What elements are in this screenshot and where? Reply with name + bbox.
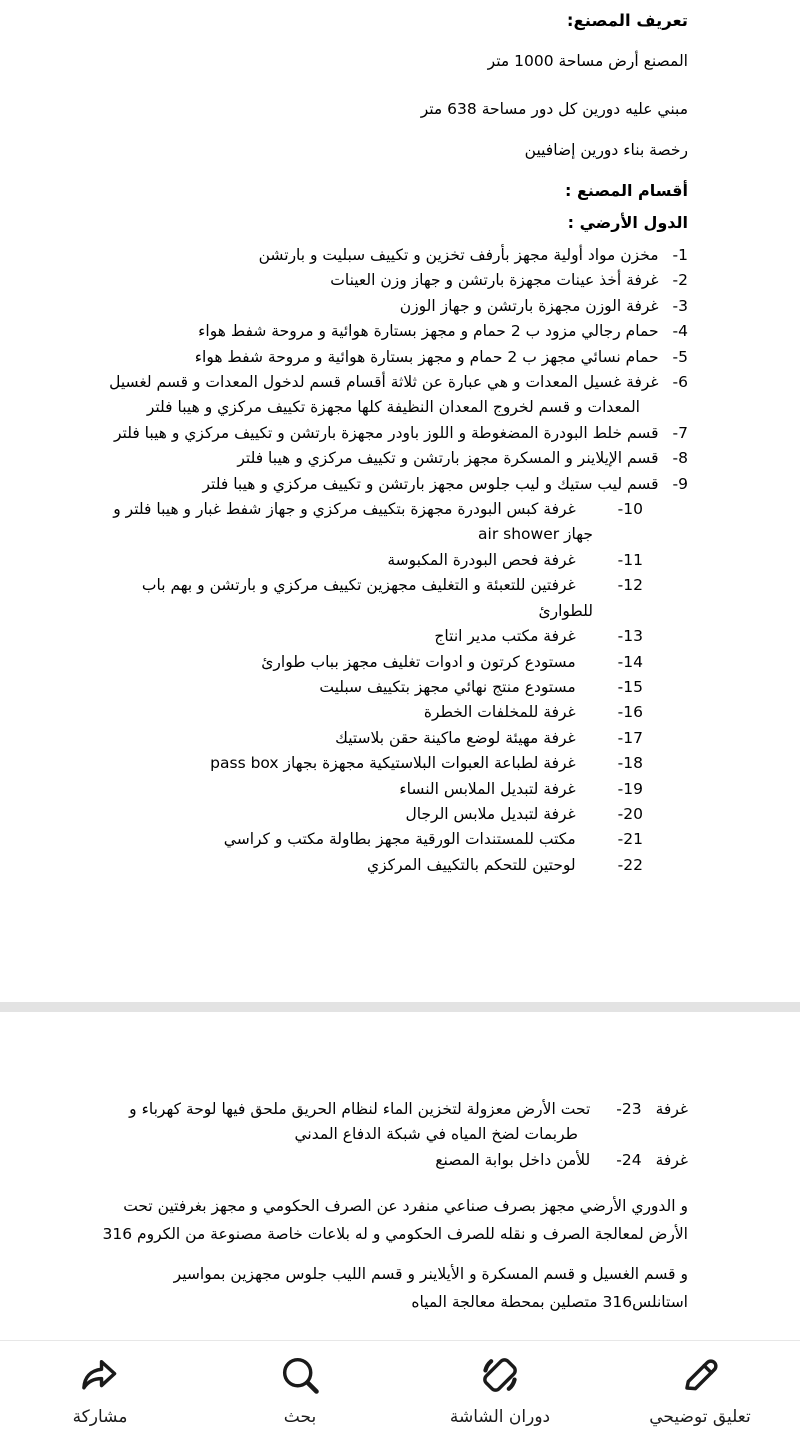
list-item xyxy=(104,802,688,827)
search-icon xyxy=(277,1352,323,1398)
list-item xyxy=(104,497,688,548)
item-text: حمام نسائي مجهز ب 2 حمام و مجهز بستارة هوائية و مروحة شفط هواء xyxy=(194,347,659,366)
item-number: 9- xyxy=(672,474,688,493)
item-text: غرفة مهيئة لوضع ماكينة حقن بلاستيك xyxy=(335,728,576,747)
item-number: 23- xyxy=(616,1100,642,1118)
item-text: غرفة للمخلفات الخطرة xyxy=(423,703,576,722)
item-text: حمام رجالي مزود ب 2 حمام و مجهز بستارة هوائية و مروحة شفط هواء xyxy=(198,322,659,341)
item-text: قسم الإيلاينر و المسكرة مجهز بارتشن و تكييف مركزي و هيبا فلتر xyxy=(237,449,659,468)
item-text: مكتب للمستندات الورقية مجهز بطاولة مكتب و كراسي xyxy=(223,830,576,849)
item-text: غرفة فحص البودرة المكبوسة xyxy=(387,550,576,569)
stainless-paragraph: و قسم الغسيل و قسم المسكرة و الأيلاينر و قسم الليب جلوس مجهزين بمواسير استانلس316 متصلين بمحطة معالجة المياه xyxy=(173,1265,688,1311)
item-number: 8- xyxy=(672,449,688,468)
item-number: 2- xyxy=(672,271,688,290)
item-text: للأمن داخل بوابة المصنع xyxy=(435,1150,591,1169)
item-number: 20- xyxy=(617,804,643,823)
item-text: غرفة لتبديل ملابس الرجال xyxy=(405,804,576,823)
item-text: غرفة الوزن مجهزة بارتشن و جهاز الوزن xyxy=(399,296,659,315)
list-item xyxy=(104,777,688,802)
item-number: 18- xyxy=(617,754,643,773)
share-label: مشاركة xyxy=(72,1407,128,1427)
list-item xyxy=(100,1097,688,1148)
page-separator xyxy=(0,1002,800,1012)
list-item xyxy=(104,370,688,421)
rotate-screen-button[interactable] xyxy=(400,1352,600,1454)
item-number: 3- xyxy=(672,296,688,315)
item-number: 4- xyxy=(672,322,688,341)
item-number: 5- xyxy=(672,347,688,366)
annotate-label: تعليق توضيحي xyxy=(649,1407,751,1427)
item-number: 21- xyxy=(617,830,643,849)
list-item xyxy=(104,472,688,497)
item-number: 7- xyxy=(672,423,688,442)
list-item xyxy=(104,446,688,471)
search-button[interactable] xyxy=(200,1352,400,1454)
list-item xyxy=(104,624,688,649)
sections-heading: أقسام المصنع : xyxy=(565,181,688,200)
ground-floor-list-continued xyxy=(100,1097,688,1173)
ground-floor-heading: الدول الأرضي : xyxy=(567,213,688,232)
item-number: 10- xyxy=(617,500,643,519)
intro-line: المصنع أرض مساحة 1000 متر xyxy=(487,52,688,70)
item-number: 1- xyxy=(672,246,688,264)
share-button[interactable] xyxy=(0,1352,200,1454)
item-text: تحت الأرض معزولة لتخزين الماء لنظام الحريق ملحق فيها لوحة كهرباء و طربمات لضخ المياه في شبكة الدفاع المدني xyxy=(129,1100,591,1144)
list-item xyxy=(100,1148,688,1173)
item-lead-word: غرفة xyxy=(655,1100,688,1118)
item-number: 6- xyxy=(672,373,688,392)
item-number: 19- xyxy=(617,779,643,798)
list-item xyxy=(104,421,688,446)
item-number: 13- xyxy=(617,627,643,646)
list-item xyxy=(104,243,688,268)
list-item xyxy=(104,726,688,751)
item-text: غرفتين للتعبئة و التغليف مجهزين تكييف مركزي و بارتشن و بهم باب للطوارئ xyxy=(141,576,593,620)
search-label: بحث xyxy=(283,1407,317,1427)
ground-floor-list xyxy=(104,243,688,878)
item-text: غرفة لطباعة العبوات البلاستيكية مجهزة بجهاز pass box xyxy=(210,754,576,773)
item-text: قسم ليب ستيك و ليب جلوس مجهز بارتشن و تكييف مركزي و هيبا فلتر xyxy=(202,474,659,493)
list-item xyxy=(104,751,688,776)
item-number: 15- xyxy=(617,677,643,696)
rotate-screen-label: دوران الشاشة xyxy=(449,1407,551,1427)
item-text: غرفة أخذ عينات مجهزة بارتشن و جهاز وزن العينات xyxy=(330,271,659,290)
item-number: 14- xyxy=(617,652,643,671)
item-text: مستودع منتج نهائي مجهز بتكييف سبليت xyxy=(319,677,576,696)
doc-title: تعريف المصنع: xyxy=(566,11,688,30)
item-number: 12- xyxy=(617,576,643,595)
list-item xyxy=(104,294,688,319)
list-item xyxy=(104,650,688,675)
item-text: غرفة غسيل المعدات و هي عبارة عن ثلاثة أقسام قسم لدخول المعدات و قسم لغسيل المعدات و قسم لخروج المعدان النظيفة كلها مجهزة تكييف مركزي و هيبا فلتر xyxy=(109,373,659,417)
drainage-paragraph: و الدوري الأرضي مجهز بصرف صناعي منفرد عن الصرف الحكومي و مجهز بغرفتين تحت الأرض لمعالجة الصرف و نقله للصرف الحكومي و له بلاعات خاصة مصنوعة من الكروم 316 xyxy=(102,1197,688,1243)
item-text: لوحتين للتحكم بالتكييف المركزي xyxy=(367,855,576,874)
item-text: قسم خلط البودرة المضغوطة و اللوز باودر مجهزة بارتشن و تكييف مركزي و هيبا فلتر xyxy=(113,423,659,442)
bottom-toolbar xyxy=(0,1340,800,1454)
intro-line: مبني عليه دورين كل دور مساحة 638 متر xyxy=(420,100,688,118)
item-text: مستودع كرتون و ادوات تغليف مجهز بباب طوارئ xyxy=(261,652,576,671)
item-text: مخزن مواد أولية مجهز بأرفف تخزين و تكييف سبليت و بارتشن xyxy=(258,246,659,264)
item-number: 22- xyxy=(617,855,643,874)
list-item xyxy=(104,268,688,293)
item-number: 17- xyxy=(617,728,643,747)
rotate-screen-icon xyxy=(477,1352,523,1398)
list-item xyxy=(104,827,688,852)
item-number: 11- xyxy=(617,550,643,569)
list-item xyxy=(104,548,688,573)
item-number: 24- xyxy=(616,1150,642,1169)
list-item xyxy=(104,319,688,344)
item-text: غرفة كبس البودرة مجهزة بتكييف مركزي و جهاز شفط غبار و هيبا فلتر و جهاز air shower xyxy=(113,500,593,544)
list-item xyxy=(104,573,688,624)
item-number: 16- xyxy=(617,703,643,722)
annotate-button[interactable] xyxy=(600,1352,800,1454)
list-item xyxy=(104,675,688,700)
pencil-icon xyxy=(677,1352,723,1398)
share-icon xyxy=(77,1352,123,1398)
item-text: غرفة لتبديل الملابس النساء xyxy=(399,779,576,798)
list-item xyxy=(104,345,688,370)
list-item xyxy=(104,853,688,878)
document-page-2 xyxy=(0,1012,800,1340)
intro-line: رخصة بناء دورين إضافيين xyxy=(524,141,688,159)
list-item xyxy=(104,700,688,725)
item-lead-word: غرفة xyxy=(655,1150,688,1169)
item-text: غرفة مكتب مدير انتاج xyxy=(434,627,576,646)
